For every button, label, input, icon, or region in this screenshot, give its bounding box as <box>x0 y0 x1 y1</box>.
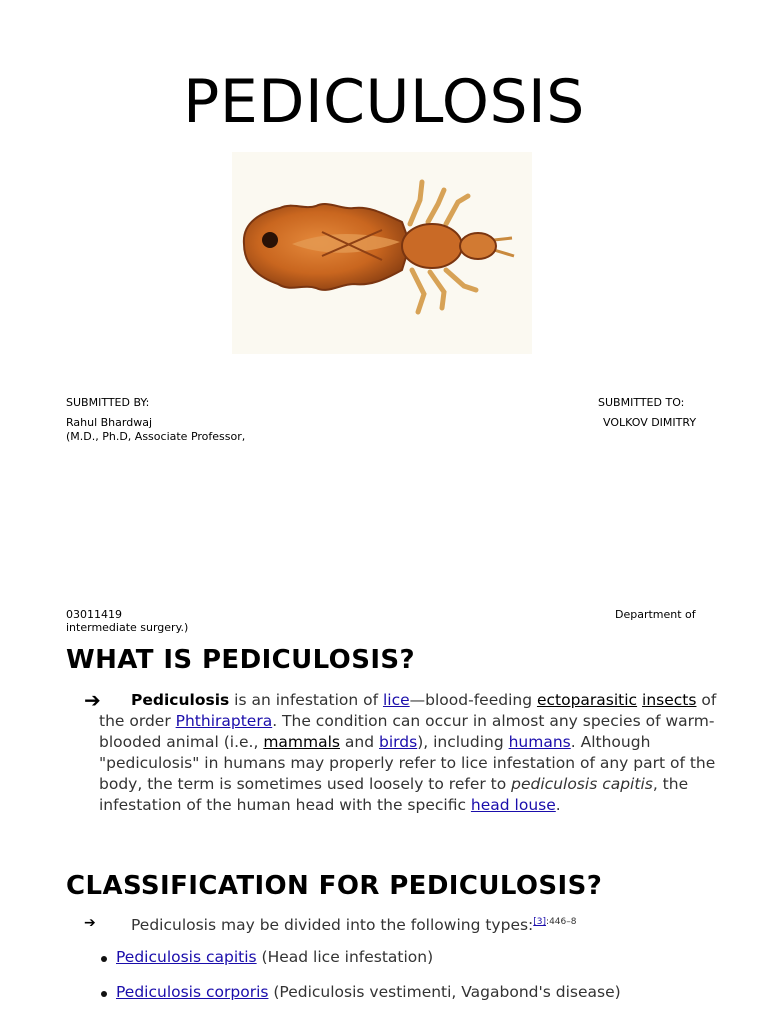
link-humans[interactable]: humans <box>508 733 571 751</box>
term-pediculosis: Pediculosis <box>131 691 230 709</box>
bullet-icon <box>101 991 107 997</box>
bullet-icon <box>101 956 107 962</box>
term-mammals: mammals <box>263 733 340 751</box>
submitter-department: intermediate surgery.) <box>66 621 189 634</box>
submitted-by-label: SUBMITTED BY: <box>66 396 150 409</box>
definition-paragraph <box>99 690 719 816</box>
recipient-department: Department of <box>615 608 696 621</box>
recipient-name: VOLKOV DIMITRY <box>603 416 697 429</box>
para-line-5: body, the term is sometimes used loosely to refer to pediculosis capitis, the <box>99 775 689 793</box>
right-arrow-icon: ➔ <box>84 688 101 712</box>
para-line-4: "pediculosis" in humans may properly refer to lice infestation of any part of the <box>99 754 716 772</box>
submitter-id: 03011419 <box>66 608 122 621</box>
submitter-name: Rahul Bhardwaj <box>66 416 153 429</box>
submitter-credentials: (M.D., Ph.D, Associate Professor, <box>66 430 246 443</box>
para-line-3: blooded animal (i.e., mammals and birds), including humans. Although <box>99 733 651 751</box>
louse-photo <box>232 152 532 354</box>
para-line-6: infestation of the human head with the specific head louse. <box>99 796 561 814</box>
citation-link[interactable]: [3] <box>533 917 547 927</box>
submitted-to-label: SUBMITTED TO: <box>598 396 685 409</box>
section-heading-what-is: WHAT IS PEDICULOSIS? <box>66 645 415 675</box>
term-ectoparasitic: ectoparasitic <box>536 691 638 709</box>
link-pediculosis-capitis[interactable]: Pediculosis capitis <box>116 948 257 966</box>
para-line-2: the order Phthiraptera. The condition can occur in almost any species of warm- <box>99 712 715 730</box>
link-birds[interactable]: birds <box>379 733 418 751</box>
list-item: Pediculosis corporis (Pediculosis vestimenti, Vagabond's disease) <box>116 983 621 1001</box>
classification-intro: Pediculosis may be divided into the following types:$^{[3]:446-8}$ <box>131 916 577 935</box>
section-heading-classification: CLASSIFICATION FOR PEDICULOSIS? <box>66 871 603 901</box>
document-title: PEDICULOSIS <box>183 67 585 137</box>
link-lice[interactable]: lice <box>382 691 410 709</box>
right-arrow-icon: ➔ <box>84 915 96 931</box>
term-insects: insects <box>642 691 697 709</box>
list-item: Pediculosis capitis (Head lice infestation) <box>116 948 434 966</box>
link-pediculosis-corporis[interactable]: Pediculosis corporis <box>116 983 269 1001</box>
link-phthiraptera[interactable]: Phthiraptera <box>175 712 273 730</box>
para-line-1: Pediculosis is an infestation of lice—blood-feeding ectoparasitic insects of <box>131 691 717 709</box>
louse-illustration <box>232 152 532 354</box>
link-head-louse[interactable]: head louse <box>470 796 556 814</box>
term-pediculosis-capitis: pediculosis capitis <box>511 775 653 793</box>
